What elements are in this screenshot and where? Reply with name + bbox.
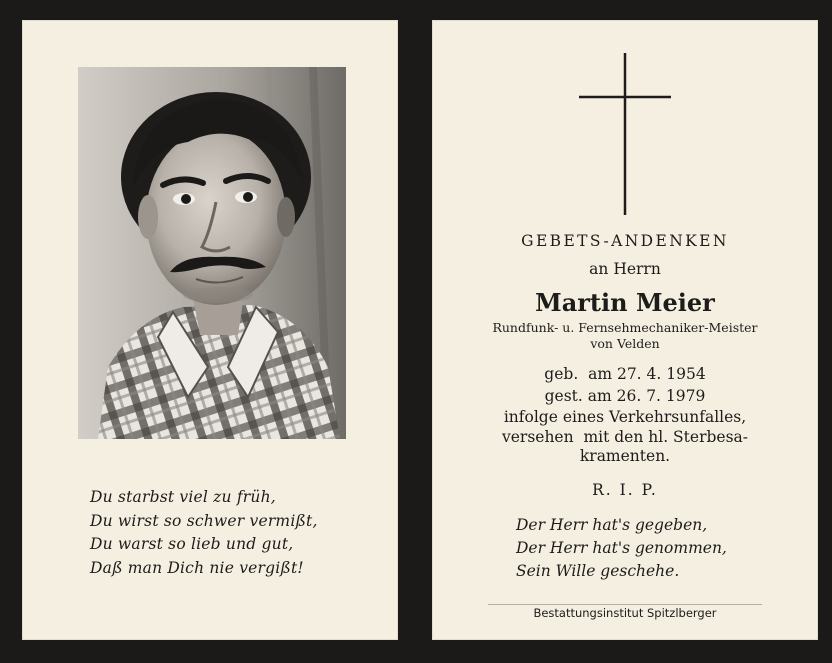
salutation: an Herrn (589, 260, 661, 278)
birth-date: geb. am 27. 4. 1954 (544, 365, 706, 383)
left-card (22, 20, 398, 640)
poem-left-line: Du wirst so schwer vermißt, (90, 511, 318, 530)
right-card (432, 20, 818, 640)
profession-line: Rundfunk- u. Fernsehmechaniker-Meister (492, 320, 758, 335)
divider (488, 604, 762, 605)
portrait-photo (78, 67, 346, 439)
cross-icon (579, 53, 671, 215)
poem-right-line: Der Herr hat's genommen, (516, 539, 727, 557)
death-date: gest. am 26. 7. 1979 (544, 387, 706, 405)
poem-right-line: Sein Wille geschehe. (516, 562, 680, 580)
cause-line: kramenten. (579, 447, 671, 465)
poem-left-line: Daß man Dich nie vergißt! (90, 558, 304, 577)
cause-of-death (432, 408, 818, 467)
poem-left-line: Du warst so lieb und gut, (90, 535, 294, 553)
cause-line: infolge eines Verkehrsunfalles, (503, 408, 747, 426)
rip: R. I. P. (592, 481, 658, 499)
deceased-name: Martin Meier (535, 288, 715, 317)
cause-line: versehen mit den hl. Sterbesa- (501, 427, 749, 446)
poem-left (90, 486, 390, 580)
card-heading: GEBETS-ANDENKEN (521, 232, 729, 250)
poem-left-line: Du starbst viel zu früh, (90, 488, 276, 506)
poem-right (516, 514, 806, 583)
profession-line: von Velden (590, 336, 660, 351)
portrait-image (78, 67, 346, 439)
undertaker-name: Bestattungsinstitut Spitzlberger (533, 606, 717, 620)
poem-right-line: Der Herr hat's gegeben, (516, 516, 708, 534)
profession (432, 320, 818, 352)
